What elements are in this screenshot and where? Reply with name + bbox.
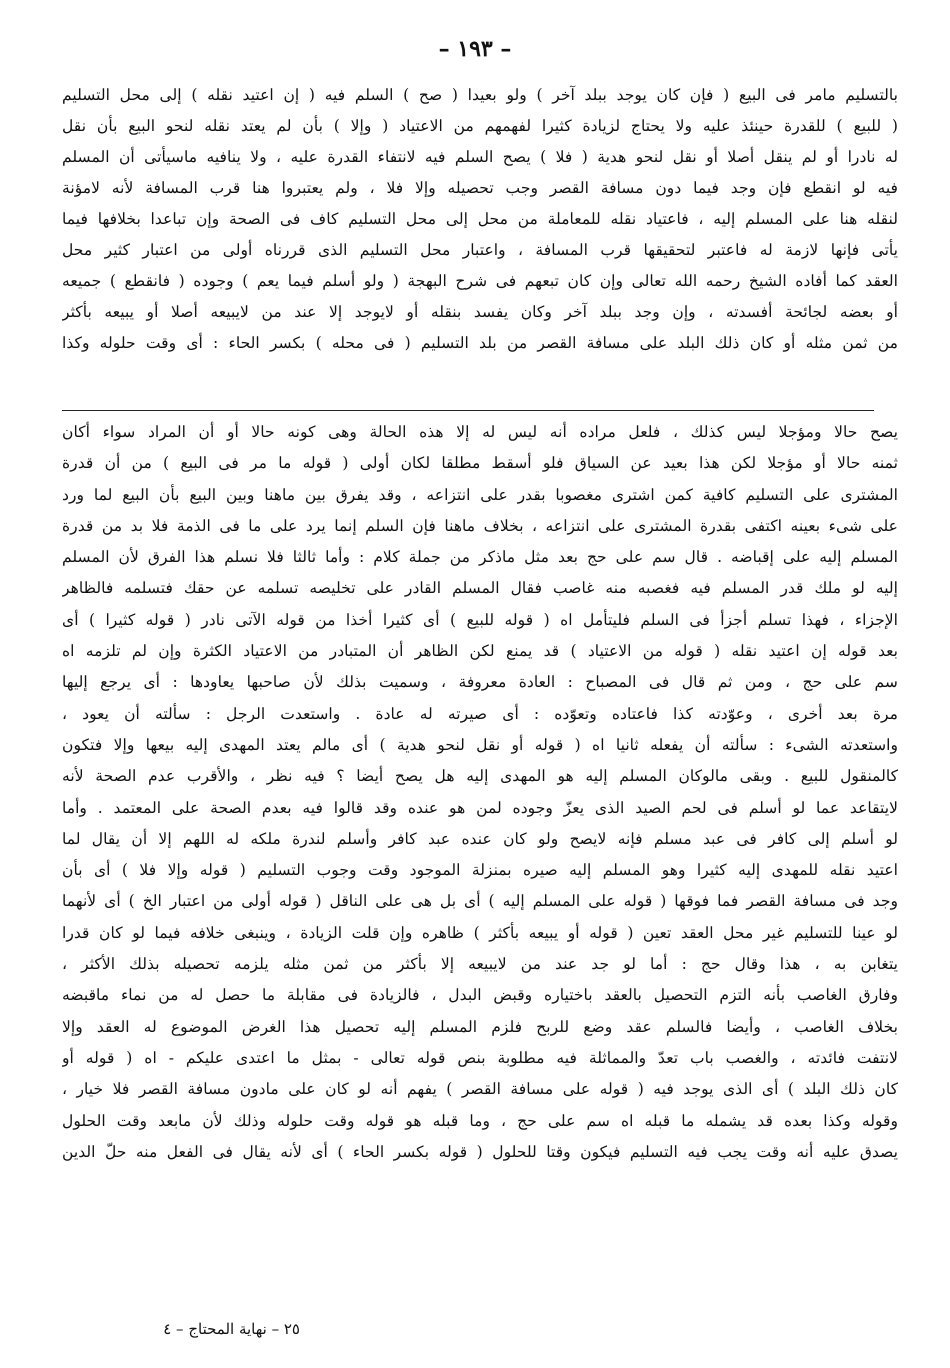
- page-number: – ١٩٣ –: [438, 36, 512, 62]
- main-text-line: من ثمن مثله أو كان ذلك البلد على مسافة القصر من بلد التسليم ( فى محله ) بكسر الحاء : أى وقت حلوله وكذا: [62, 334, 898, 352]
- commentary-line: واستعدته الشىء : سألته أن يفعله ثانيا اه ( قوله أو نقل لنحو هدية ) أى مالم يعتد المهدى إليه بيعها وإلا فتكون: [62, 735, 898, 754]
- main-text-line: فيه لو انقطع فإن وجد فيما دون مسافة القصر وجب تحصيله وإلا فلا ، ولم يعتبروا هنا قرب المسافة لأنه لامؤنة: [62, 179, 898, 197]
- main-text-line: العقد كما أفاده الشيخ رحمه الله تعالى وإن كان تبعهم فى شرح البهجة ( ولو أسلم فيما يعم ) وجوده ( فانقطع ) جميعه: [62, 272, 898, 290]
- main-text-line: لنقله هنا على المسلم إليه ، فاعتياد نقله للمعاملة من محل إلى محل التسليم كاف فى الصحة وإن تباعدا بخلافها فيما: [62, 210, 898, 228]
- commentary-line: لو عينا للتسليم غير محل العقد تعين ( قوله أو يبيعه بأكثر ) ظاهره وإن قلت الزيادة ، وينبغى خلافه فيما لو كان قدرا: [62, 923, 898, 942]
- commentary-line: لانتفت فائدته ، والغصب باب تعدّ والمماثلة فيه مطلوبة بنص قوله تعالى - بمثل ما اعتدى عليكم - اه ( قوله أو: [62, 1048, 898, 1067]
- main-text-line: له نادرا أو لم ينقل أصلا أو نقل لنحو هدية ( فلا ) يصح السلم فيه لانتفاء القدرة عليه ، ولا ينافيه ماسيأتى أن المسلم: [62, 148, 898, 166]
- commentary-line: يصدق عليه أنه وقت يجب فيه التسليم فيكون وقتا للحلول ( قوله بكسر الحاء ) أى لأنه يقال فى الفعل منه حلّ الدين: [62, 1142, 898, 1161]
- main-text: [62, 80, 898, 359]
- commentary-line: على شىء بعينه اكتفى بقدرة المشترى على انتزاعه ، بخلاف ماهنا فإن السلم إنما يرد على ما فى الذمة فلا بد من قدرة: [62, 516, 898, 535]
- commentary-line: ثمنه حالا أو مؤجلا لكن هذا بعيد عن السياق فلو أسقط مطلقا لكان أولى ( قوله ما مر فى البيع ) من أن قدرة: [62, 454, 898, 473]
- commentary-line: الإجزاء ، فهذا تسلم أجزأ فى السلم فليتأمل اه ( قوله للبيع ) أى كثيرا أخذا من قوله الآتى نادر ( قوله كثيرا ) أى: [62, 610, 898, 629]
- commentary-line: المسلم إليه على إقباضه . قال سم على حج بعد مثل ماذكر من جملة كلام : وأما ثالثا فلا نسلم هذا الفرق لأن المسلم: [62, 548, 898, 567]
- commentary-line: بعد قوله إن اعتيد نقله ( قوله من الاعتياد ) قد يمنع لكن الظاهر أن المتبادر من الاعتياد الكثرة وإن لم تلزمه اه: [62, 642, 898, 661]
- main-text-line: ( للبيع ) للقدرة حينئذ عليه ولا يحتاج لزيادة كثيرا لفهمهم من الاعتياد ( وإلا ) بأن لم يعتد نقله لنحو البيع بأن نقل: [62, 117, 898, 135]
- commentary-line: المشترى على التسليم كافية كمن اشترى مغصوبا بقدر على انتزاعه ، وقد يفرق بين ماهنا وبين البيع بأن البيع لما ورد: [62, 485, 898, 504]
- commentary-line: إليه لو ملك قدر المسلم فيه فغصبه منه غاصب فقال المسلم القادر على تخليصه تسلمه عن حقك فتسلمه فالظاهر: [62, 579, 898, 598]
- commentary-line: سم على حج ، ومن ثم قال فى المصباح : العادة معروفة ، وسميت بذلك لأن صاحبها يعاودها : أى يرجع إليها: [62, 673, 898, 692]
- commentary-text: [62, 417, 898, 1168]
- commentary-line: بخلاف الغاصب ، وأيضا فالسلم عقد وضع للربح فلزم المسلم إليه تحصيل هذا الغرض الموضوع له العقد وإلا: [62, 1017, 898, 1036]
- section-divider: [62, 410, 874, 411]
- commentary-line: كان ذلك البلد ) أى الذى يوجد فيه ( قوله على مسافة القصر ) يفهم أنه لو كان على مادون مسافة القصر فلا خيار ،: [62, 1080, 898, 1099]
- commentary-line: وجد فى مسافة القصر فما فوقها ( قوله على المسلم إليه ) أى بل هى على الناقل ( قوله أولى من اعتبار الخ ) أى لأنهما: [62, 892, 898, 911]
- commentary-line: لايتقاعد عما لو أسلم فى لحم الصيد الذى يعزّ وجوده لمن هو عنده وقد قالوا فيه بعدم الصحة على المعتمد . وأما: [62, 798, 898, 817]
- commentary-line: لو أسلم إلى كافر فى عبد مسلم فإنه لايصح ولو كان عنده عبد كافر وأسلم لندرة ملكه له اللهم إلا أن يقال لما: [62, 829, 898, 848]
- main-text-line: بالتسليم مامر فى البيع ( فإن كان يوجد ببلد آخر ) ولو بعيدا ( صح ) السلم فيه ( إن اعتيد نقله ) إلى محل التسليم: [62, 86, 898, 104]
- commentary-line: كالمنقول للبيع . وبقى مالوكان المسلم إليه هو المهدى إليه هل يصح أيضا ؟ فيه نظر ، والأقرب عدم الصحة لأنه: [62, 767, 898, 786]
- commentary-line: مرة بعد أخرى ، وعوّدته كذا فاعتاده وتعوّده : أى صيرته له عادة . واستعدت الرجل : سألته أن يعود ،: [62, 704, 898, 723]
- commentary-line: اعتيد نقله للمهدى إليه كثيرا وهو المسلم إليه صيره بمنزلة الموجود وقت وجوب التسليم ( قوله وإلا فلا ) أى بأن: [62, 861, 898, 880]
- main-text-line: أو بعضه لجائحة أفسدته ، وإن وجد ببلد آخر وكان يفسد بنقله أو لايوجد إلا عند من لايبيعه أصلا أو يبيعه بأكثر: [62, 303, 898, 321]
- commentary-line: يتغابن به ، هذا وقال حج : أما لو جد عند من لايبيعه إلا بأكثر من ثمن مثله يلزمه تحصيله بذلك الأكثر ،: [62, 955, 898, 974]
- commentary-line: وقوله وكذا بعده قد يشمله ما قبله اه سم على حج ، وما قبله هو قوله وقت حلوله وذلك لأن مابعد وقت الحلول: [62, 1111, 898, 1130]
- commentary-line: وفارق الغاصب بأنه التزم التحصيل بالعقد باختياره وقبض البدل ، فالزيادة فى مقابلة ما حصل له من نماء ماقبضه: [62, 986, 898, 1005]
- footer-signature: ٢٥ – نهاية المحتاج – ٤: [163, 1320, 300, 1338]
- commentary-line: يصح حالا ومؤجلا ليس كذلك ، فلعل مراده أنه ليس له إلا هذه الحالة وهى كونه حالا أو أن المراد سواء أكان: [62, 423, 898, 441]
- main-text-line: يأتى فإنها لازمة له فاعتبر لتحقيقها قرب المسافة ، واعتبار محل التسليم الذى قررناه أولى من اعتبار كثير محل: [62, 241, 898, 259]
